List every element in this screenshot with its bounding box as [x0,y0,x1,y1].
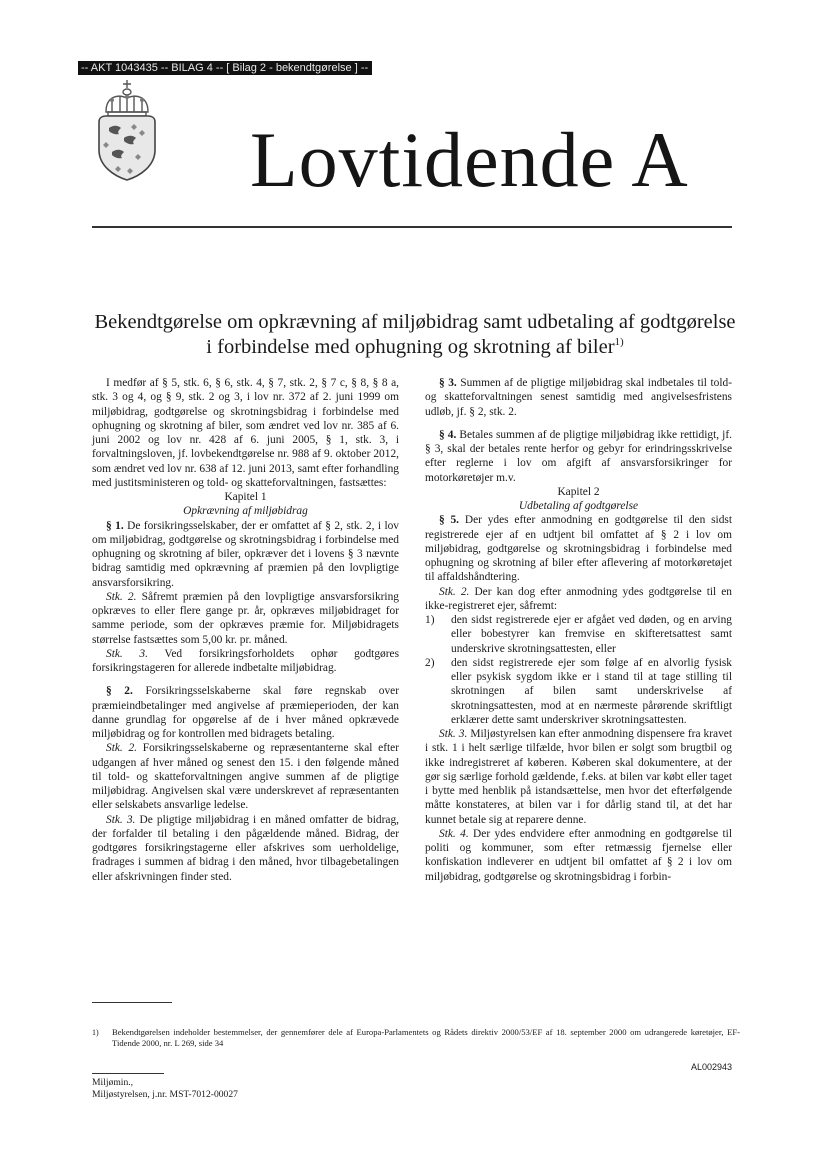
right-column [425,376,732,884]
chapter-2-heading: Kapitel 2 [557,485,600,498]
section-5-number: § 5. [439,514,460,527]
section-3-number: § 3. [439,377,457,389]
stk-label: Stk. 2. [106,590,137,603]
section-1-stk-3 [92,647,399,676]
section-5 [425,513,732,584]
archive-stamp: -- AKT 1043435 -- BILAG 4 -- [ Bilag 2 - bekendtgørelse ] -- [78,61,372,75]
section-4-text: Betales summen af de pligtige miljøbidrag ikke rettidigt, jf. § 3, skal der betales rente herfor og gebyr for erindringsskrivelse efter reglerne i lov om afgift af ansvarsforsikringer for motorkøretøjer m.v. [425,428,732,484]
left-column [92,376,399,884]
section-2-stk-2 [92,741,399,812]
chapter-1-subtitle: Opkrævning af miljøbidrag [183,505,308,518]
ministry-reference [92,1077,238,1101]
signature-rule [92,1073,164,1074]
chapter-2-subtitle: Udbetaling af godtgørelse [518,500,639,512]
list-item-text: den sidst registrerede ejer som følge af en alvorlig fysisk eller psykisk sygdom ikke er i stand til at tage stilling til skrotningen af bilen samt underskrivelse af skrotningsattesten, mod at en nærmeste pårørende skriftligt erklærer dette samt underskriver skrotningsattesten. [451,656,732,726]
list-item [425,656,732,727]
footnote-rule [92,1002,172,1003]
chapter-1-heading: Kapitel 1 [224,491,267,503]
masthead-title: Lovtidende A [250,116,689,203]
footnote [92,1027,740,1049]
stk-label: Stk. 2. [106,742,138,755]
section-1-text: De forsikringsselskaber, der er omfattet af § 2, stk. 2, i lov om miljøbidrag, godtgørelse og skrotningsbidrag i forbindelse med ophugning og skrotning af biler, opkræver det i lovens § 3 nævnte bidrag samtidig med opkrævning af præmien på den lovpligtige ansvarsforsikring. [92,519,399,589]
stk-text: Såfremt præmien på den lovpligtige ansvarsforsikring opkræves to eller flere gange pr. år, opkræves miljøbidraget for samme periode, som der opkræves præmie for. Miljøbidragets størrelse fastsættes som 5,00 kr. pr. måned. [92,590,399,646]
list-item-number: 2) [425,656,435,669]
title-footnote-mark: 1) [614,336,624,349]
section-1 [92,519,399,590]
stk-label: Stk. 4. [439,827,469,840]
section-3-text: Summen af de pligtige miljøbidrag skal indbetales til told- og skatteforvaltningen senest samtidig med angivelsesfristens udløb, jf. § 2, stk. 2. [425,377,732,418]
condition-list [425,613,732,727]
stk-label: Stk. 2. [439,585,470,598]
stk-text: Der kan dog efter anmodning ydes godtgørelse til en ikke-registreret ejer, såfremt: [425,585,733,612]
section-5-stk-3 [425,727,732,827]
section-5-stk-2 [425,585,732,614]
list-item-number: 1) [425,614,435,626]
section-1-stk-2 [92,590,399,647]
journal-number-line: Miljøstyrelsen, j.nr. MST-7012-00027 [92,1089,238,1100]
document-code: AL002943 [690,1062,732,1072]
section-2-text: Forsikringsselskaberne skal føre regnskab over præmieindbetalinger med angivelse af præmieperioden, der kan danne grundlag for opgørelse af de i hver måned opkrævede miljøbidrag og for kontrollen med bidragets betaling. [92,685,399,740]
stk-text: Miljøstyrelsen kan efter anmodning dispensere fra kravet i stk. 1 i helt særlige tilfælde, hvor bilen er solgt som brugtbil og ikke indregistreret af køberen. Køberen skal dokumentere, at der gør sig særlige forhold gældende, f.eks. at bilen var købt eller taget i bytte med henblik på istandsættelse, men hvor det efterfølgende måtte konstateres, at bilen var i for dårlig stand til, at det har kunnet betale sig at reparere denne. [425,728,732,826]
section-4-number: § 4. [439,428,457,441]
section-4 [425,428,732,485]
stk-text: Der ydes endvidere efter anmodning en godtgørelse til politi og kommuner, som efter retmæssig fjernelse eller konfiskation indleverer en udtjent bil omfattet af § 2 i lov om miljøbidrag, godtgørelse og skrotningsbidrag i forbin- [425,827,732,883]
section-1-number: § 1. [106,519,124,532]
section-3 [425,376,732,419]
stk-text: Forsikringsselskaberne og repræsentanterne skal efter udgangen af hver måned og senest den 15. i den følgende måned til told- og skatteforvaltningen angive summen af de pligtige miljøbidrag. Angivelsen skal være underskrevet af repræsentanten eller selskabets ansvarlige ledelse. [92,742,400,812]
section-2-stk-3 [92,813,399,884]
coat-of-arms-icon [94,78,160,182]
ministry-line: Miljømin., [92,1077,134,1088]
section-2 [92,684,399,741]
intro-paragraph: I medfør af § 5, stk. 6, § 6, stk. 4, § 7, stk. 2, § 7 c, § 8, § 8 a, stk. 3 og 4, og § 9, stk. 2 og 3, i lov nr. 372 af 2. juni 1999 om miljøbidrag, godtgørelse og skrotningsbidrag i forbindelse med ophugning og skrotning af biler, som ændret ved lov nr. 385 af 6. juni 2002 og lov nr. 428 af 6. juni 2005, § 1, stk. 3, i forvaltningsloven, jf. lovbekendtgørelse nr. 988 af 9. oktober 2012, som ændret ved lov nr. 638 af 12. juni 2013, samt efter forhandling med justitsministeren og told- og skatteforvaltningen, fastsættes: [92,377,399,489]
stk-text: De pligtige miljøbidrag i en måned omfatter de bidrag, der forfalder til betaling i den pågældende måned. Bidrag, der godtgøres forsikringstagerne eller afskrives som uerholdelige, fradrages i summen af bidrag i den måned, hvor tilbagebetalingen eller afskrivningen finder sted. [92,813,400,883]
section-2-number: § 2. [106,685,133,698]
masthead-rule [92,226,732,228]
stk-label: Stk. 3. [106,813,136,826]
footnote-mark: 1) [92,1028,99,1037]
section-5-stk-4 [425,827,732,884]
document-title-text: Bekendtgørelse om opkrævning af miljøbidrag samt udbetaling af godtgørelse i forbindelse med ophugning og skrotning af biler [94,311,736,358]
stk-text: Ved forsikringsforholdets ophør godtgøres forsikringstageren for allerede indbetalte miljøbidrag. [92,647,399,674]
stk-label: Stk. 3. [439,728,468,740]
list-item [425,613,732,656]
list-item-text: den sidst registrerede ejer er afgået ved døden, og en arving eller bobestyrer kan fremvise en skifteretsattest samt underskrive skrotningsattesten, eller [451,614,732,655]
footnote-text: Bekendtgørelsen indeholder bestemmelser, der gennemfører dele af Europa-Parlamentets og Rådets direktiv 2000/53/EF af 18. september 2000 om udrangerede køretøjer, EF-Tidende 2000, nr. L 269, side 34 [112,1027,740,1048]
stk-label: Stk. 3. [106,647,148,660]
section-5-text: Der ydes efter anmodning en godtgørelse til den sidst registrerede ejer af en udtjent bil omfattet af § 2 i lov om miljøbidrag, godtgørelse og skrotningsbidrag i forbindelse med ophugning og skrotning af biler efter aflevering af motorkøretøjet til affaldshåndtering. [425,514,732,584]
document-title [92,310,738,360]
